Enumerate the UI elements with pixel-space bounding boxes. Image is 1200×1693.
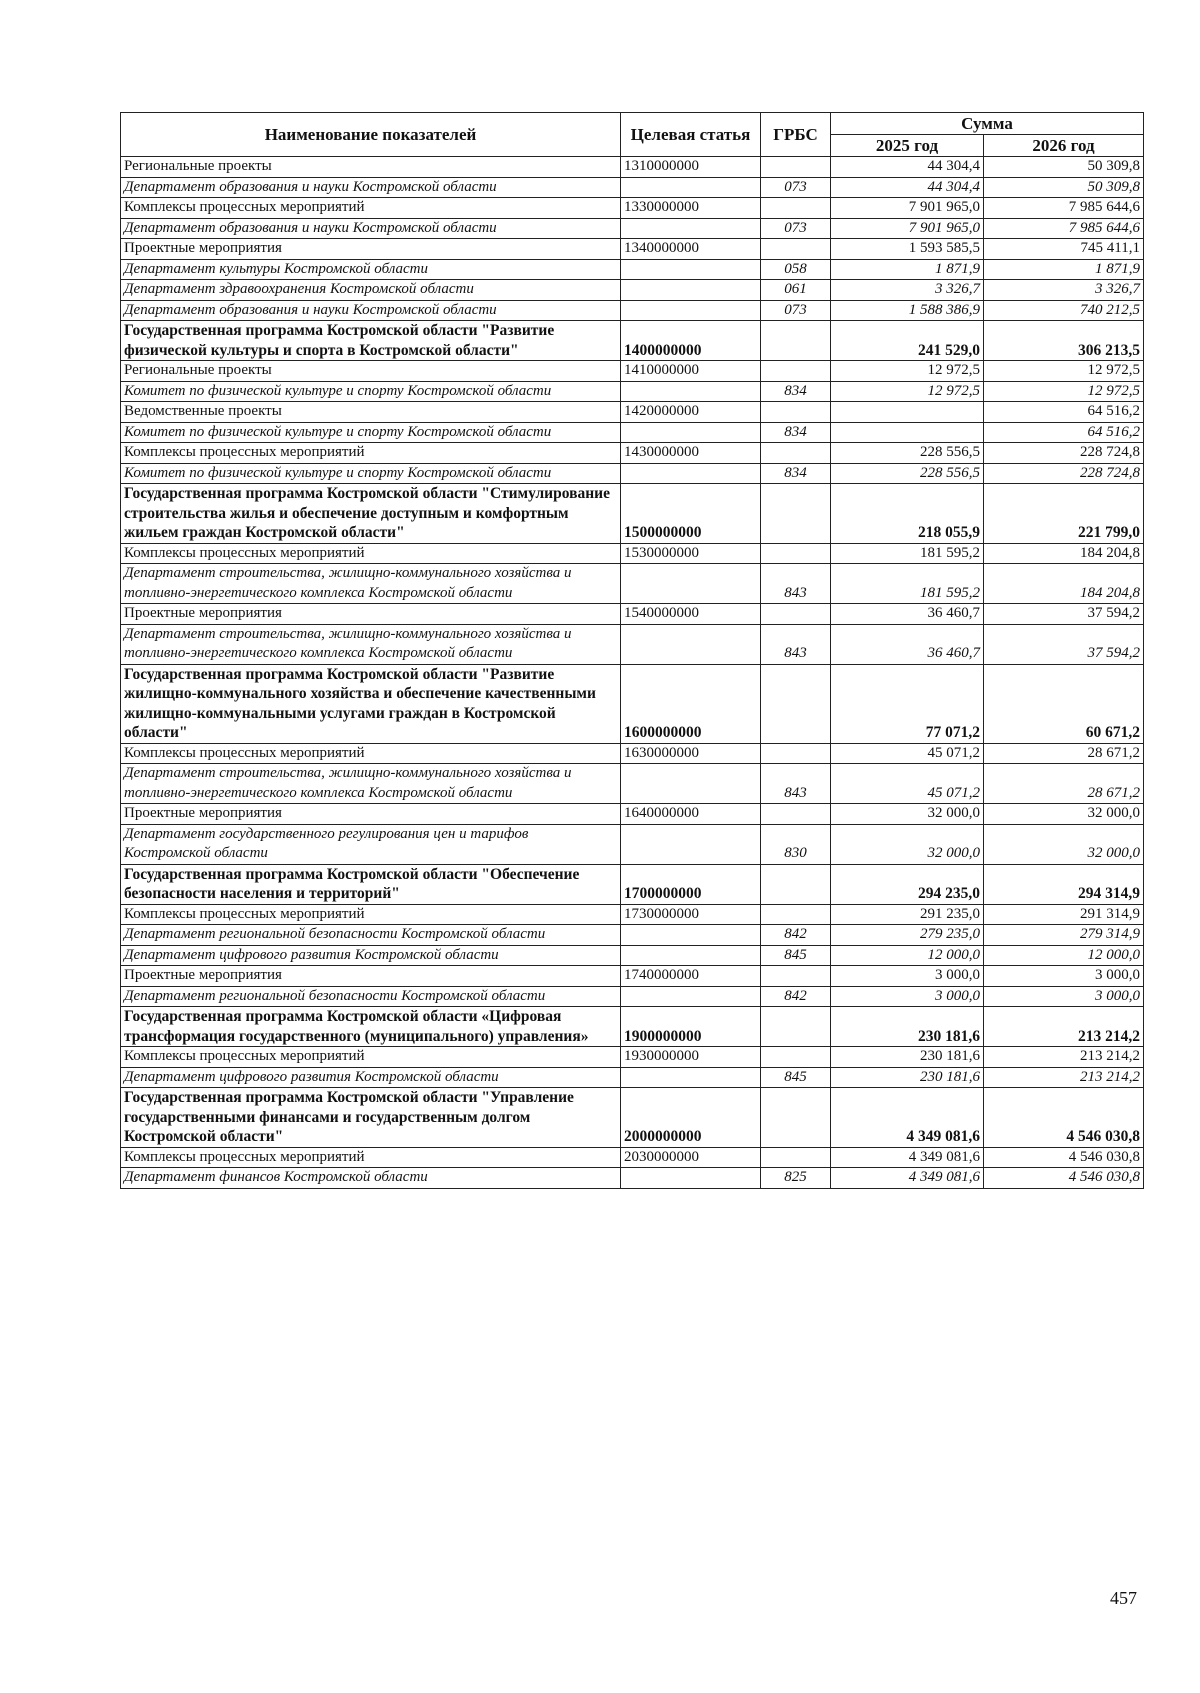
cell-name: Комплексы процессных мероприятий xyxy=(121,543,621,564)
cell-name: Департамент государственного регулирования цен и тарифов Костромской области xyxy=(121,824,621,864)
department-row xyxy=(121,381,1144,402)
cell-name: Государственная программа Костромской области "Обеспечение безопасности населения и территорий" xyxy=(121,864,621,904)
cell-sum-2026: 740 212,5 xyxy=(984,300,1144,321)
cell-grbs xyxy=(761,664,831,743)
cell-sum-2025: 3 326,7 xyxy=(831,280,984,301)
department-row xyxy=(121,218,1144,239)
cell-sum-2025 xyxy=(831,402,984,423)
cell-name: Ведомственные проекты xyxy=(121,402,621,423)
cell-sum-2025: 279 235,0 xyxy=(831,925,984,946)
program-row xyxy=(121,484,1144,544)
cell-grbs xyxy=(761,904,831,925)
cell-name: Государственная программа Костромской области "Стимулирование строительства жилья и обеспечение доступным и комфортным жильем граждан Костромской области" xyxy=(121,484,621,544)
cell-sum-2025: 230 181,6 xyxy=(831,1007,984,1047)
cell-target-article xyxy=(621,1067,761,1088)
cell-sum-2026: 213 214,2 xyxy=(984,1007,1144,1047)
cell-sum-2025: 32 000,0 xyxy=(831,804,984,825)
cell-target-article: 1410000000 xyxy=(621,361,761,382)
table-header xyxy=(121,113,1144,157)
cell-sum-2026: 228 724,8 xyxy=(984,463,1144,484)
program-row xyxy=(121,1007,1144,1047)
header-grbs: ГРБС xyxy=(761,113,831,157)
cell-grbs: 834 xyxy=(761,422,831,443)
cell-sum-2026: 37 594,2 xyxy=(984,624,1144,664)
table-row xyxy=(121,966,1144,987)
cell-grbs: 825 xyxy=(761,1168,831,1189)
cell-target-article xyxy=(621,945,761,966)
cell-target-article: 1310000000 xyxy=(621,157,761,178)
cell-target-article: 1500000000 xyxy=(621,484,761,544)
cell-target-article: 2030000000 xyxy=(621,1147,761,1168)
cell-name: Комплексы процессных мероприятий xyxy=(121,1147,621,1168)
cell-name: Департамент образования и науки Костромской области xyxy=(121,177,621,198)
table-row xyxy=(121,604,1144,625)
cell-grbs: 834 xyxy=(761,463,831,484)
cell-sum-2026: 3 000,0 xyxy=(984,986,1144,1007)
cell-grbs: 843 xyxy=(761,624,831,664)
cell-sum-2025: 7 901 965,0 xyxy=(831,218,984,239)
cell-target-article xyxy=(621,564,761,604)
cell-name: Государственная программа Костромской области «Цифровая трансформация государственного (муниципального) управления» xyxy=(121,1007,621,1047)
cell-sum-2026: 4 546 030,8 xyxy=(984,1168,1144,1189)
cell-sum-2025: 291 235,0 xyxy=(831,904,984,925)
cell-grbs xyxy=(761,743,831,764)
cell-grbs: 842 xyxy=(761,986,831,1007)
cell-grbs: 061 xyxy=(761,280,831,301)
cell-grbs xyxy=(761,1047,831,1068)
cell-sum-2026: 50 309,8 xyxy=(984,157,1144,178)
cell-sum-2025: 7 901 965,0 xyxy=(831,198,984,219)
cell-name: Государственная программа Костромской области "Развитие физической культуры и спорта в Костромской области" xyxy=(121,321,621,361)
cell-sum-2026: 7 985 644,6 xyxy=(984,198,1144,219)
cell-sum-2026: 306 213,5 xyxy=(984,321,1144,361)
department-row xyxy=(121,824,1144,864)
cell-sum-2025: 241 529,0 xyxy=(831,321,984,361)
cell-name: Государственная программа Костромской области "Развитие жилищно-коммунального хозяйства и обеспечение качественными жилищно-коммунальными услугами граждан в Костромской области" xyxy=(121,664,621,743)
cell-sum-2026: 184 204,8 xyxy=(984,543,1144,564)
cell-sum-2026: 745 411,1 xyxy=(984,239,1144,260)
cell-grbs xyxy=(761,543,831,564)
cell-target-article: 1630000000 xyxy=(621,743,761,764)
cell-sum-2025: 4 349 081,6 xyxy=(831,1088,984,1148)
cell-sum-2026: 184 204,8 xyxy=(984,564,1144,604)
cell-grbs xyxy=(761,864,831,904)
cell-target-article: 1700000000 xyxy=(621,864,761,904)
header-name: Наименование показателей xyxy=(121,113,621,157)
cell-grbs xyxy=(761,321,831,361)
cell-sum-2026: 228 724,8 xyxy=(984,443,1144,464)
cell-sum-2026: 64 516,2 xyxy=(984,402,1144,423)
cell-name: Департамент строительства, жилищно-коммунального хозяйства и топливно-энергетического комплекса Костромской области xyxy=(121,564,621,604)
cell-grbs xyxy=(761,1007,831,1047)
department-row xyxy=(121,177,1144,198)
cell-target-article: 1420000000 xyxy=(621,402,761,423)
cell-target-article: 1330000000 xyxy=(621,198,761,219)
cell-sum-2026: 37 594,2 xyxy=(984,604,1144,625)
cell-name: Департамент финансов Костромской области xyxy=(121,1168,621,1189)
cell-sum-2025: 12 972,5 xyxy=(831,381,984,402)
cell-sum-2026: 213 214,2 xyxy=(984,1047,1144,1068)
table-row xyxy=(121,198,1144,219)
department-row xyxy=(121,280,1144,301)
cell-grbs xyxy=(761,966,831,987)
cell-target-article: 1740000000 xyxy=(621,966,761,987)
cell-name: Комплексы процессных мероприятий xyxy=(121,443,621,464)
cell-name: Комплексы процессных мероприятий xyxy=(121,198,621,219)
cell-grbs: 843 xyxy=(761,764,831,804)
budget-table xyxy=(120,112,1144,1189)
cell-name: Комплексы процессных мероприятий xyxy=(121,1047,621,1068)
cell-name: Проектные мероприятия xyxy=(121,239,621,260)
cell-sum-2025: 1 593 585,5 xyxy=(831,239,984,260)
table-row xyxy=(121,402,1144,423)
cell-sum-2026: 28 671,2 xyxy=(984,764,1144,804)
cell-sum-2025: 36 460,7 xyxy=(831,624,984,664)
cell-sum-2026: 294 314,9 xyxy=(984,864,1144,904)
cell-sum-2025: 4 349 081,6 xyxy=(831,1147,984,1168)
cell-name: Департамент образования и науки Костромской области xyxy=(121,218,621,239)
cell-name: Департамент региональной безопасности Костромской области xyxy=(121,986,621,1007)
cell-target-article xyxy=(621,824,761,864)
department-row xyxy=(121,764,1144,804)
cell-sum-2025: 32 000,0 xyxy=(831,824,984,864)
cell-sum-2026: 50 309,8 xyxy=(984,177,1144,198)
table-row xyxy=(121,361,1144,382)
cell-target-article: 1530000000 xyxy=(621,543,761,564)
cell-sum-2026: 12 972,5 xyxy=(984,381,1144,402)
cell-sum-2025: 3 000,0 xyxy=(831,966,984,987)
program-row xyxy=(121,864,1144,904)
cell-grbs: 845 xyxy=(761,945,831,966)
header-year-2025: 2025 год xyxy=(831,135,984,157)
cell-sum-2025: 228 556,5 xyxy=(831,463,984,484)
cell-sum-2025: 77 071,2 xyxy=(831,664,984,743)
cell-target-article xyxy=(621,218,761,239)
cell-sum-2026: 32 000,0 xyxy=(984,804,1144,825)
department-row xyxy=(121,463,1144,484)
cell-sum-2026: 60 671,2 xyxy=(984,664,1144,743)
table-row xyxy=(121,239,1144,260)
cell-name: Проектные мероприятия xyxy=(121,804,621,825)
cell-target-article xyxy=(621,280,761,301)
cell-sum-2025 xyxy=(831,422,984,443)
cell-sum-2025: 181 595,2 xyxy=(831,543,984,564)
department-row xyxy=(121,945,1144,966)
table-row xyxy=(121,904,1144,925)
cell-grbs: 842 xyxy=(761,925,831,946)
department-row xyxy=(121,925,1144,946)
cell-name: Департамент цифрового развития Костромской области xyxy=(121,1067,621,1088)
cell-name: Департамент региональной безопасности Костромской области xyxy=(121,925,621,946)
cell-grbs: 834 xyxy=(761,381,831,402)
cell-grbs xyxy=(761,361,831,382)
table-row xyxy=(121,543,1144,564)
table-body xyxy=(121,157,1144,1189)
cell-grbs xyxy=(761,443,831,464)
cell-sum-2026: 1 871,9 xyxy=(984,259,1144,280)
cell-target-article xyxy=(621,925,761,946)
cell-sum-2025: 228 556,5 xyxy=(831,443,984,464)
cell-sum-2026: 32 000,0 xyxy=(984,824,1144,864)
cell-target-article xyxy=(621,177,761,198)
cell-name: Региональные проекты xyxy=(121,361,621,382)
cell-target-article: 1900000000 xyxy=(621,1007,761,1047)
cell-target-article: 1430000000 xyxy=(621,443,761,464)
cell-sum-2025: 294 235,0 xyxy=(831,864,984,904)
cell-sum-2026: 291 314,9 xyxy=(984,904,1144,925)
document-page xyxy=(120,112,1143,1189)
cell-name: Комитет по физической культуре и спорту Костромской области xyxy=(121,463,621,484)
cell-sum-2026: 28 671,2 xyxy=(984,743,1144,764)
cell-sum-2026: 221 799,0 xyxy=(984,484,1144,544)
cell-grbs: 830 xyxy=(761,824,831,864)
cell-target-article xyxy=(621,381,761,402)
department-row xyxy=(121,624,1144,664)
cell-sum-2026: 213 214,2 xyxy=(984,1067,1144,1088)
cell-sum-2025: 1 588 386,9 xyxy=(831,300,984,321)
cell-name: Департамент образования и науки Костромской области xyxy=(121,300,621,321)
table-row xyxy=(121,157,1144,178)
cell-name: Департамент культуры Костромской области xyxy=(121,259,621,280)
department-row xyxy=(121,564,1144,604)
cell-grbs: 073 xyxy=(761,218,831,239)
cell-grbs xyxy=(761,804,831,825)
cell-name: Департамент здравоохранения Костромской области xyxy=(121,280,621,301)
cell-name: Комитет по физической культуре и спорту Костромской области xyxy=(121,422,621,443)
cell-sum-2025: 218 055,9 xyxy=(831,484,984,544)
cell-target-article: 1640000000 xyxy=(621,804,761,825)
cell-sum-2025: 230 181,6 xyxy=(831,1067,984,1088)
cell-grbs xyxy=(761,402,831,423)
cell-grbs: 073 xyxy=(761,300,831,321)
cell-grbs xyxy=(761,239,831,260)
cell-grbs xyxy=(761,157,831,178)
cell-sum-2026: 64 516,2 xyxy=(984,422,1144,443)
cell-name: Проектные мероприятия xyxy=(121,604,621,625)
cell-target-article: 1540000000 xyxy=(621,604,761,625)
cell-name: Комплексы процессных мероприятий xyxy=(121,743,621,764)
cell-sum-2025: 44 304,4 xyxy=(831,157,984,178)
cell-sum-2025: 12 000,0 xyxy=(831,945,984,966)
table-row xyxy=(121,743,1144,764)
cell-target-article xyxy=(621,986,761,1007)
cell-target-article xyxy=(621,624,761,664)
program-row xyxy=(121,664,1144,743)
table-row xyxy=(121,443,1144,464)
cell-grbs xyxy=(761,484,831,544)
cell-target-article xyxy=(621,1168,761,1189)
cell-target-article xyxy=(621,764,761,804)
department-row xyxy=(121,986,1144,1007)
cell-sum-2025: 181 595,2 xyxy=(831,564,984,604)
page-number: 457 xyxy=(1110,1588,1137,1608)
cell-sum-2026: 12 972,5 xyxy=(984,361,1144,382)
cell-grbs: 058 xyxy=(761,259,831,280)
program-row xyxy=(121,321,1144,361)
cell-sum-2025: 230 181,6 xyxy=(831,1047,984,1068)
cell-grbs: 843 xyxy=(761,564,831,604)
department-row xyxy=(121,422,1144,443)
cell-sum-2026: 3 326,7 xyxy=(984,280,1144,301)
department-row xyxy=(121,259,1144,280)
cell-name: Департамент строительства, жилищно-коммунального хозяйства и топливно-энергетического комплекса Костромской области xyxy=(121,764,621,804)
cell-name: Департамент цифрового развития Костромской области xyxy=(121,945,621,966)
cell-name: Региональные проекты xyxy=(121,157,621,178)
cell-name: Комитет по физической культуре и спорту Костромской области xyxy=(121,381,621,402)
table-row xyxy=(121,804,1144,825)
cell-name: Департамент строительства, жилищно-коммунального хозяйства и топливно-энергетического комплекса Костромской области xyxy=(121,624,621,664)
cell-grbs: 845 xyxy=(761,1067,831,1088)
cell-sum-2025: 3 000,0 xyxy=(831,986,984,1007)
cell-target-article: 1400000000 xyxy=(621,321,761,361)
department-row xyxy=(121,300,1144,321)
cell-sum-2026: 7 985 644,6 xyxy=(984,218,1144,239)
cell-grbs xyxy=(761,1088,831,1148)
cell-sum-2025: 44 304,4 xyxy=(831,177,984,198)
cell-sum-2025: 36 460,7 xyxy=(831,604,984,625)
cell-sum-2025: 4 349 081,6 xyxy=(831,1168,984,1189)
cell-target-article: 2000000000 xyxy=(621,1088,761,1148)
cell-target-article: 1930000000 xyxy=(621,1047,761,1068)
header-sum: Сумма xyxy=(831,113,1144,135)
table-row xyxy=(121,1047,1144,1068)
cell-sum-2026: 4 546 030,8 xyxy=(984,1147,1144,1168)
cell-sum-2025: 12 972,5 xyxy=(831,361,984,382)
cell-target-article xyxy=(621,300,761,321)
cell-sum-2025: 45 071,2 xyxy=(831,764,984,804)
cell-sum-2026: 4 546 030,8 xyxy=(984,1088,1144,1148)
cell-target-article: 1340000000 xyxy=(621,239,761,260)
cell-grbs xyxy=(761,604,831,625)
cell-name: Государственная программа Костромской области "Управление государственными финансами и государственным долгом Костромской области" xyxy=(121,1088,621,1148)
cell-name: Проектные мероприятия xyxy=(121,966,621,987)
cell-sum-2025: 45 071,2 xyxy=(831,743,984,764)
cell-grbs: 073 xyxy=(761,177,831,198)
cell-sum-2025: 1 871,9 xyxy=(831,259,984,280)
cell-grbs xyxy=(761,1147,831,1168)
cell-target-article xyxy=(621,422,761,443)
header-code: Целевая статья xyxy=(621,113,761,157)
cell-grbs xyxy=(761,198,831,219)
table-row xyxy=(121,1147,1144,1168)
cell-sum-2026: 3 000,0 xyxy=(984,966,1144,987)
cell-name: Комплексы процессных мероприятий xyxy=(121,904,621,925)
cell-target-article: 1600000000 xyxy=(621,664,761,743)
cell-sum-2026: 279 314,9 xyxy=(984,925,1144,946)
program-row xyxy=(121,1088,1144,1148)
cell-sum-2026: 12 000,0 xyxy=(984,945,1144,966)
header-year-2026: 2026 год xyxy=(984,135,1144,157)
department-row xyxy=(121,1168,1144,1189)
cell-target-article xyxy=(621,259,761,280)
cell-target-article: 1730000000 xyxy=(621,904,761,925)
department-row xyxy=(121,1067,1144,1088)
cell-target-article xyxy=(621,463,761,484)
